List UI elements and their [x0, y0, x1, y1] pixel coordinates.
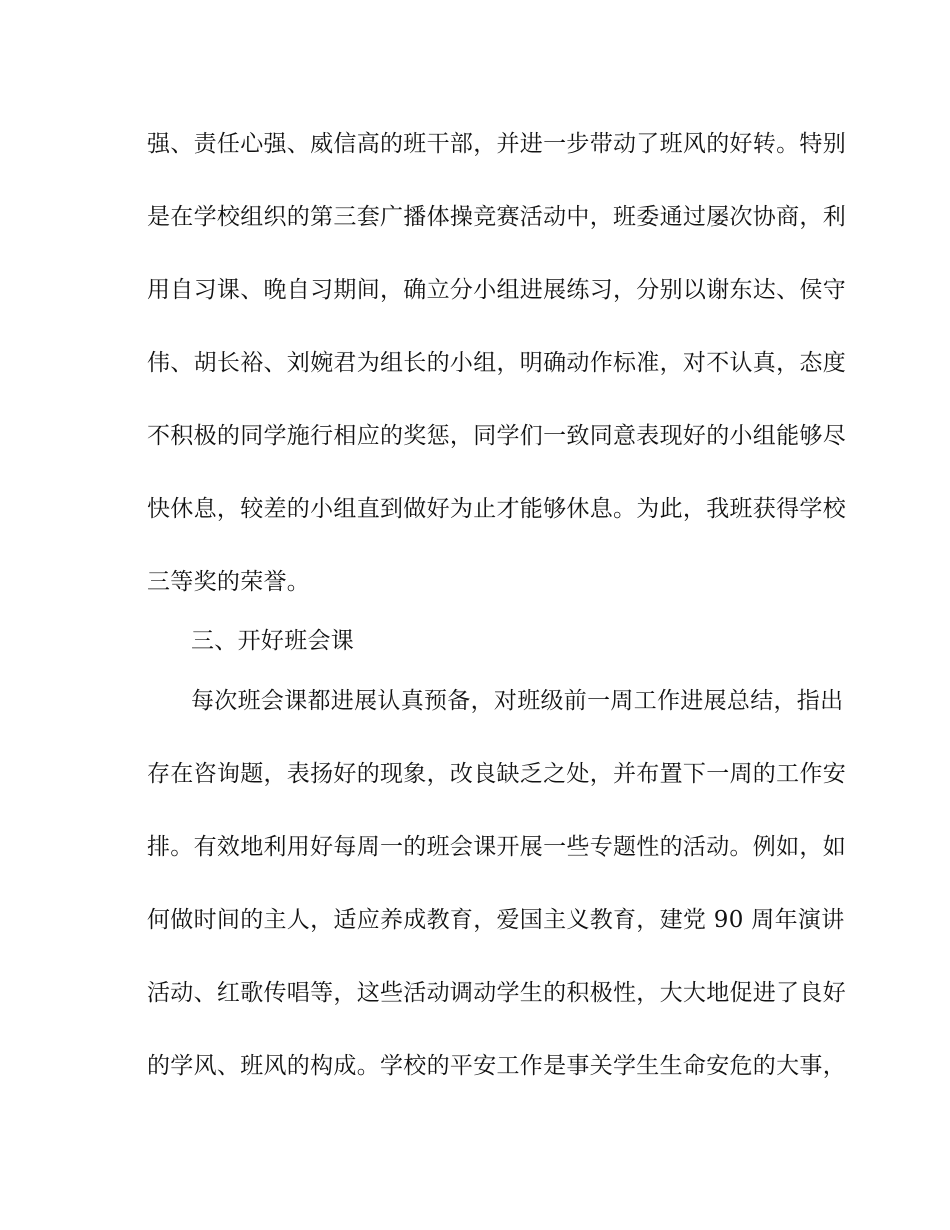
- paragraph-line: 伟、胡长裕、刘婉君为组长的小组，明确动作标准，对不认真，态度: [147, 350, 846, 376]
- paragraph-line: 的学风、班风的构成。学校的平安工作是事关学生生命安危的大事，: [147, 1053, 846, 1079]
- paragraph-line: 排。有效地利用好每周一的班会课开展一些专题性的活动。例如，如: [147, 834, 846, 860]
- paragraph-line: 活动、红歌传唱等，这些活动调动学生的积极性，大大地促进了良好: [147, 980, 846, 1006]
- paragraph-line: 何做时间的主人，适应养成教育，爱国主义教育，建党 90 周年演讲: [147, 907, 845, 933]
- paragraph-line: 用自习课、晚自习期间，确立分小组进展练习，分别以谢东达、侯守: [147, 277, 846, 303]
- paragraph-line: 每次班会课都进展认真预备，对班级前一周工作进展总结，指出: [191, 688, 844, 714]
- paragraph-line: 快休息，较差的小组直到做好为止才能够休息。为此，我班获得学校: [147, 496, 846, 522]
- paragraph-line: 强、责任心强、威信高的班干部，并进一步带动了班风的好转。特别: [147, 131, 846, 157]
- paragraph-line: 是在学校组织的第三套广播体操竞赛活动中，班委通过屡次协商，利: [147, 204, 846, 230]
- paragraph-line: 不积极的同学施行相应的奖惩，同学们一致同意表现好的小组能够尽: [147, 423, 846, 449]
- paragraph-line: 三等奖的荣誉。: [147, 569, 311, 595]
- paragraph-line: 存在咨询题，表扬好的现象，改良缺乏之处，并布置下一周的工作安: [147, 761, 846, 787]
- section-heading: 三、开好班会课: [191, 628, 355, 654]
